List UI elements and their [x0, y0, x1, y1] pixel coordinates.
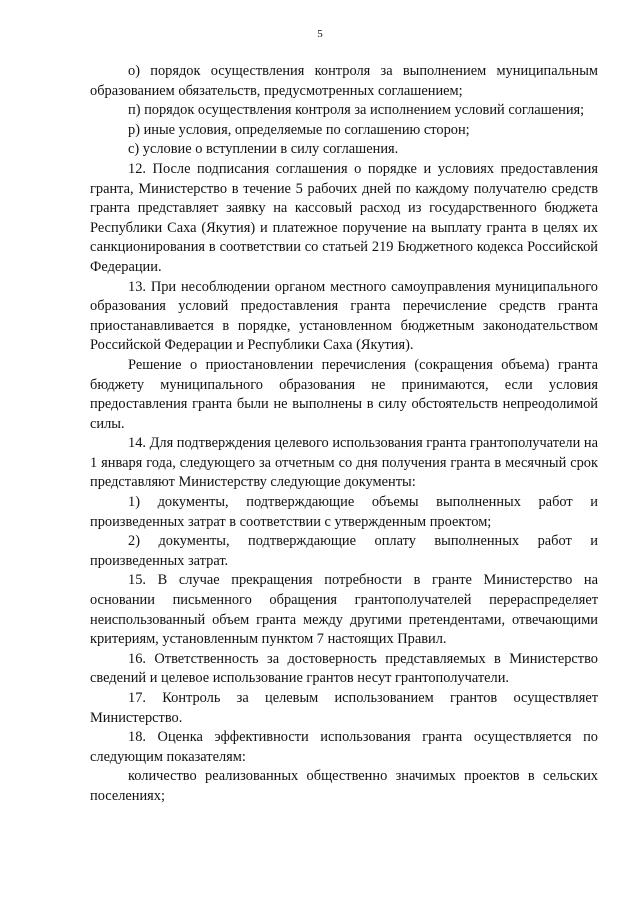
paragraph-14-item-1: 1) документы, подтверждающие объемы выполненных работ и произведенных затрат в соответствии с утвержденным проектом; — [90, 494, 598, 530]
paragraph-suspension-decision: Решение о приостановлении перечисления (сокращения объема) гранта бюджету муниципального образования не принимаются, если условия предоставления гранта были не выполнены в силу обстоятельств непреодолимой силы. — [90, 356, 598, 432]
paragraph-18: 18. Оценка эффективности использования гранта осуществляется по следующим показателям: — [90, 729, 598, 765]
paragraph-18-indicator: количество реализованных общественно значимых проектов в сельских поселениях; — [90, 768, 598, 804]
paragraph-s: с) условие о вступлении в силу соглашения. — [128, 141, 399, 158]
document-body — [90, 62, 598, 807]
paragraph-o: о) порядок осуществления контроля за выполнением муниципальным образованием обязательств, предусмотренных соглашением; — [90, 63, 598, 99]
paragraph-14-item-2: 2) документы, подтверждающие оплату выполненных работ и произведенных затрат. — [90, 533, 598, 569]
paragraph-17: 17. Контроль за целевым использованием грантов осуществляет Министерство. — [90, 690, 598, 726]
paragraph-15: 15. В случае прекращения потребности в гранте Министерство на основании письменного обращения грантополучателей перераспределяет неиспользованный объем гранта между другими претендентами, отвечающими критериям, установленным пунктом 7 настоящих Правил. — [90, 572, 598, 648]
page-number: 5 — [317, 28, 323, 40]
paragraph-13: 13. При несоблюдении органом местного самоуправления муниципального образования условий предоставления гранта перечисление средств гранта приостанавливается в порядке, установленном бюджетным законодательством Российской Федерации и Республики Саха (Якутия). — [90, 278, 598, 354]
paragraph-16: 16. Ответственность за достоверность представляемых в Министерство сведений и целевое использование грантов несут грантополучатели. — [90, 650, 598, 687]
paragraph-14: 14. Для подтверждения целевого использования гранта грантополучатели на 1 января года, следующего за отчетным со дня получения гранта в месячный срок представляют Министерству следующие документы: — [90, 435, 598, 491]
paragraph-12: 12. После подписания соглашения о порядке и условиях предоставления гранта, Министерство в течение 5 рабочих дней по каждому получателю средств гранта представляет заявку на кассовый расход из государственного бюджета Республики Саха (Якутия) и платежное поручение на выплату гранта в целях их санкционирования в соответствии со статьей 219 Бюджетного кодекса Российской Федерации. — [90, 160, 598, 275]
paragraph-p: п) порядок осуществления контроля за исполнением условий соглашения; — [128, 102, 585, 119]
paragraph-r: р) иные условия, определяемые по соглашению сторон; — [128, 121, 470, 138]
